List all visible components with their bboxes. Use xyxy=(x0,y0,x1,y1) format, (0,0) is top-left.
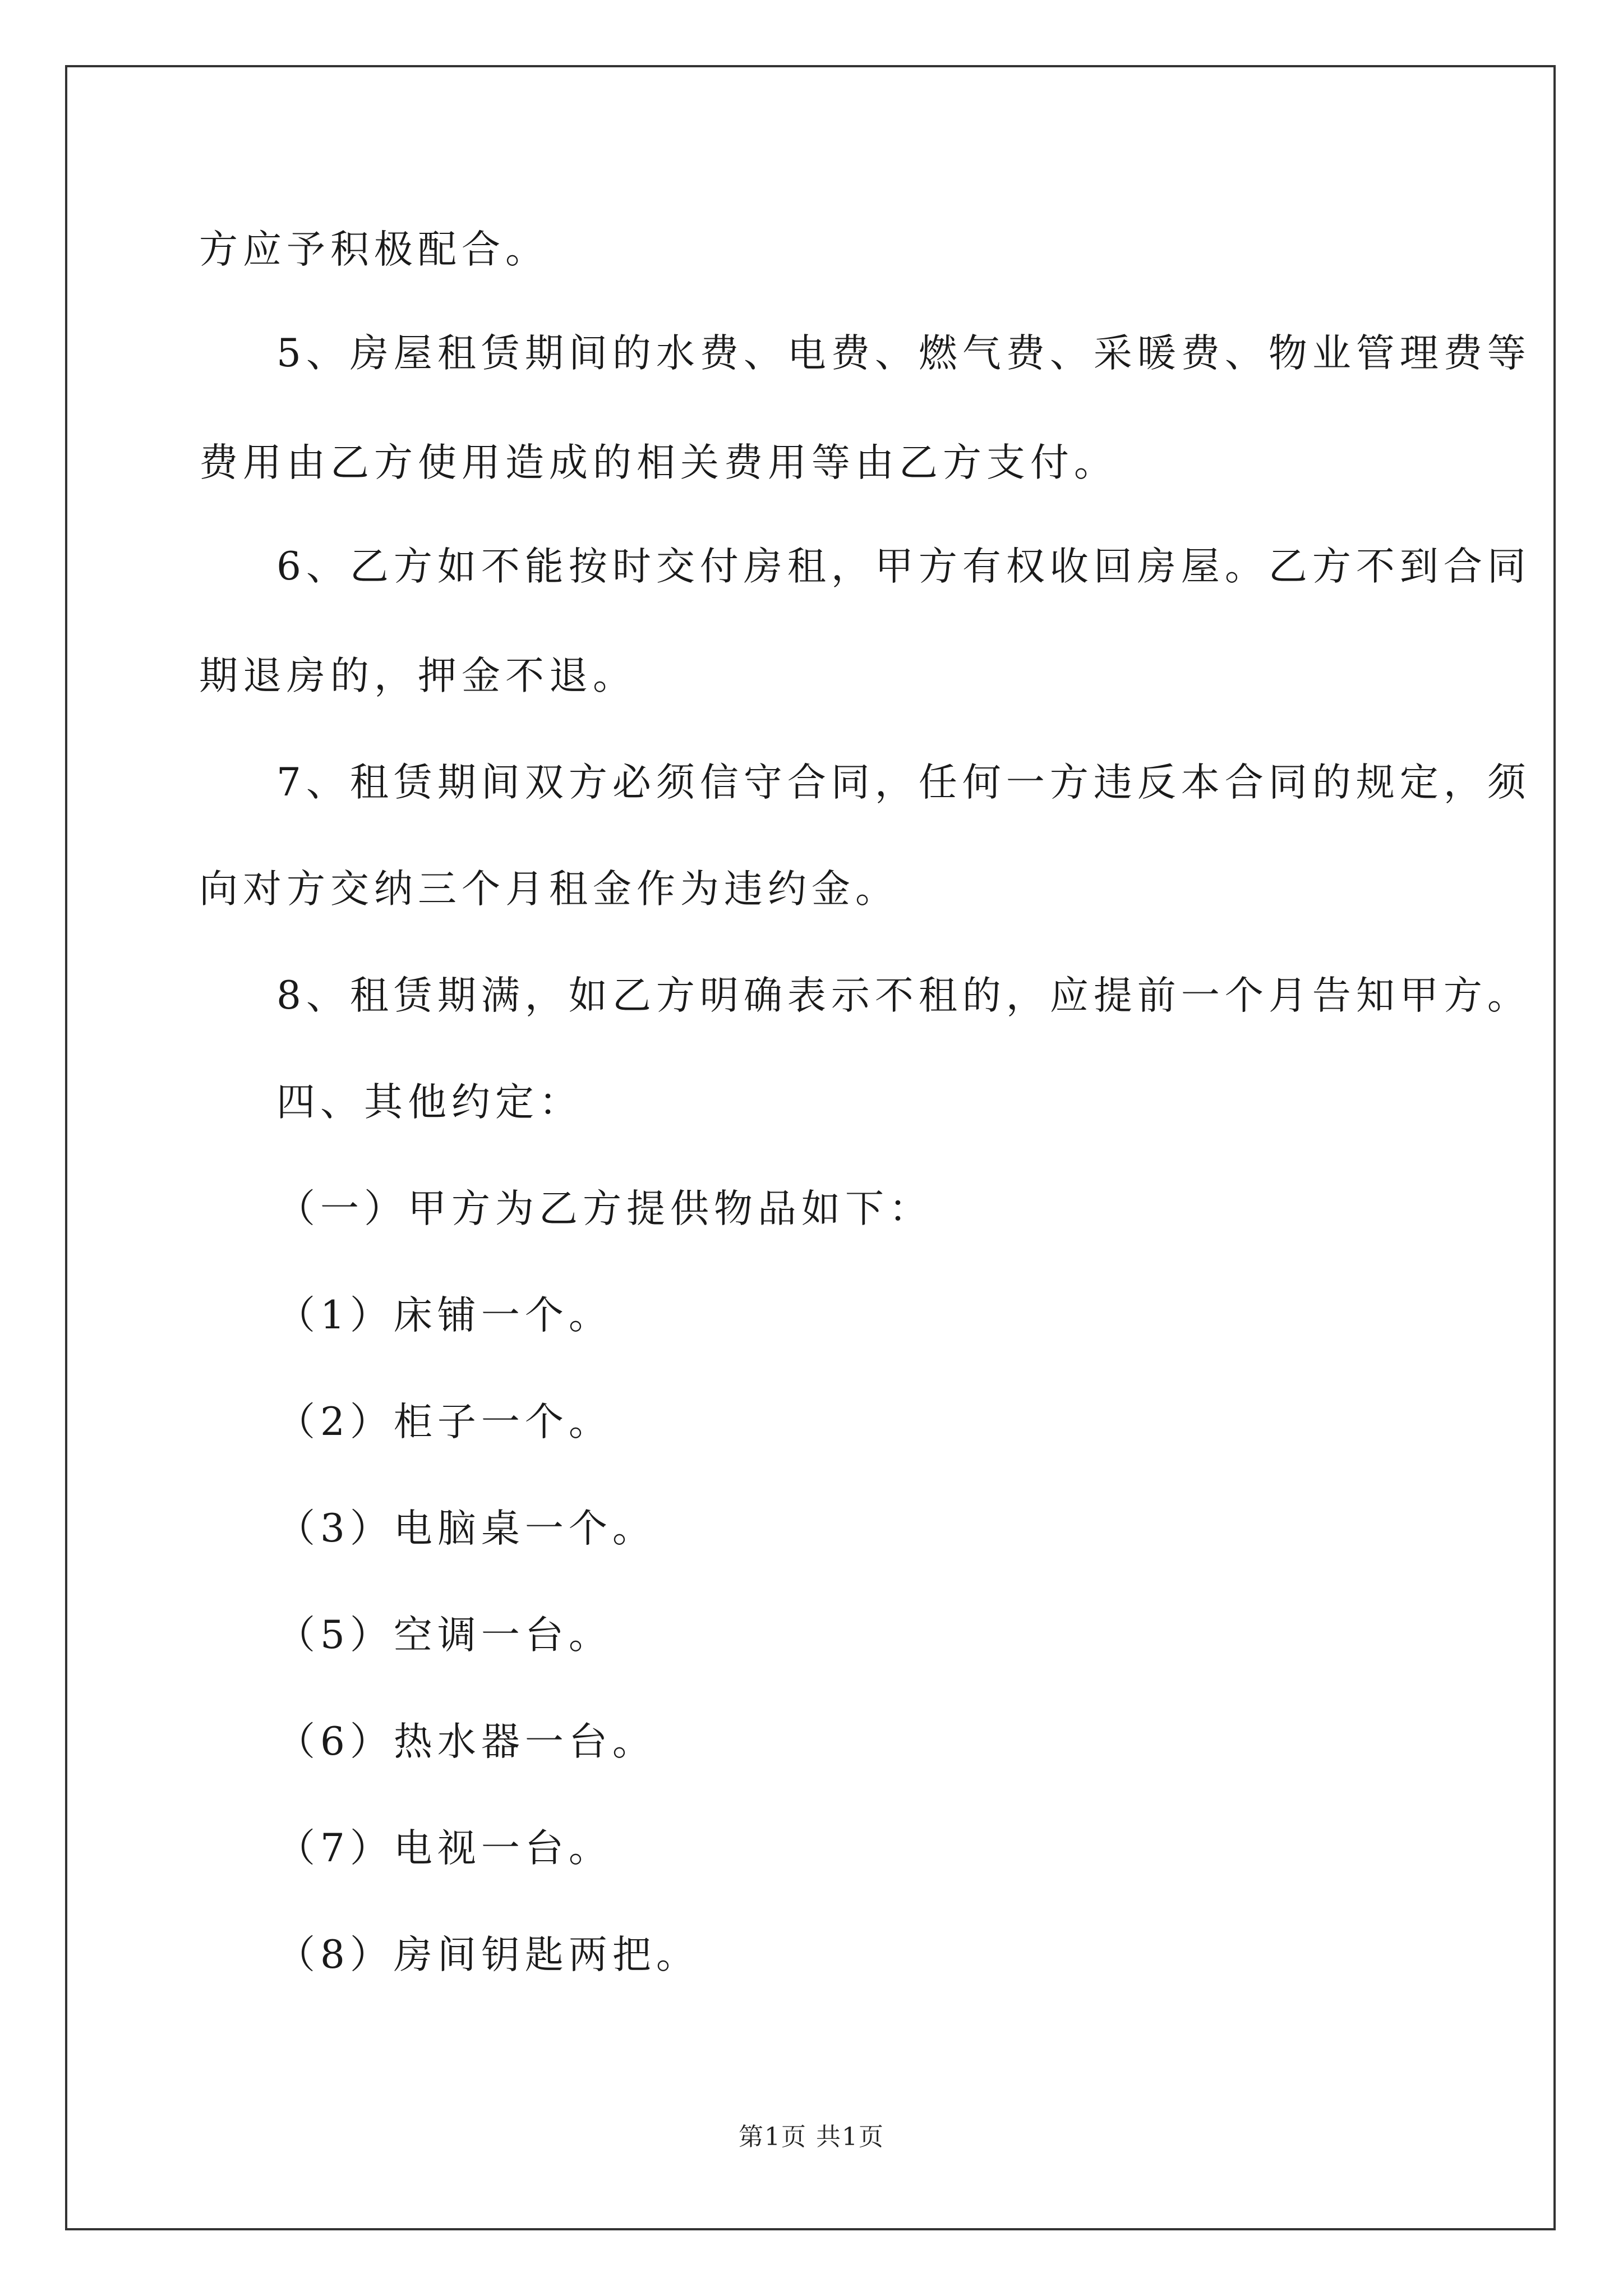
subsection-heading: （一）甲方为乙方提供物品如下： xyxy=(276,1186,933,1231)
page-number: 第1页 共1页 xyxy=(739,2123,884,2151)
page-border xyxy=(65,65,1556,2230)
paragraph-line: 方应予积极配合。 xyxy=(199,227,549,272)
list-item: （1）床铺一个。 xyxy=(276,1293,612,1338)
paragraph-line: 7、租赁期间双方必须信守合同，任何一方违反本合同的规定，须 xyxy=(276,760,1531,805)
list-item: （8）房间钥匙两把。 xyxy=(276,1932,700,1977)
paragraph-line: 期退房的，押金不退。 xyxy=(199,654,637,698)
paragraph-line: 向对方交纳三个月租金作为违约金。 xyxy=(199,867,899,912)
list-item: （3）电脑桌一个。 xyxy=(276,1506,656,1551)
paragraph-line: 8、租赁期满，如乙方明确表示不租的，应提前一个月告知甲方。 xyxy=(276,973,1531,1018)
paragraph-line: 5、房屋租赁期间的水费、电费、燃气费、采暖费、物业管理费等 xyxy=(276,331,1531,376)
list-item: （2）柜子一个。 xyxy=(276,1400,612,1444)
paragraph-line: 费用由乙方使用造成的相关费用等由乙方支付。 xyxy=(199,440,1118,485)
list-item: （5）空调一台。 xyxy=(276,1613,612,1658)
list-item: （7）电视一台。 xyxy=(276,1826,612,1871)
paragraph-line: 6、乙方如不能按时交付房租，甲方有权收回房屋。乙方不到合同 xyxy=(276,544,1531,589)
section-heading: 四、其他约定： xyxy=(276,1080,583,1125)
list-item: （6）热水器一台。 xyxy=(276,1719,656,1764)
